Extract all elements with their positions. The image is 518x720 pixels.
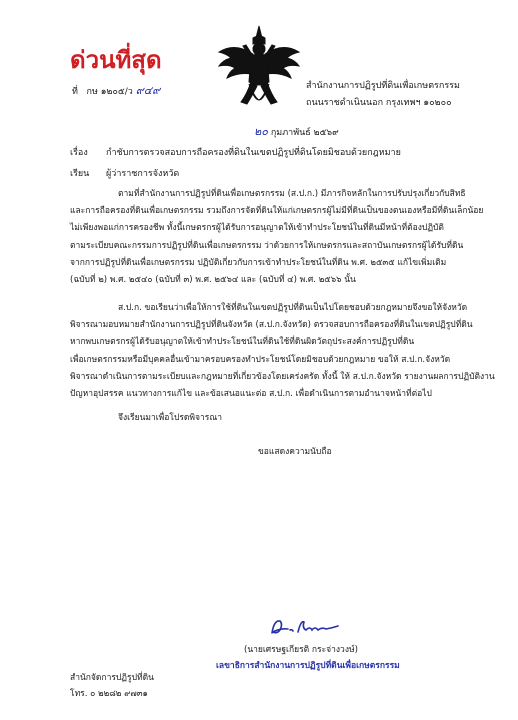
paragraph-line: เพื่อเกษตรกรรมหรือมีบุคคลอื่นเข้ามาครอบครองทำประโยชน์โดยมิชอบด้วยกฎหมาย ขอให้ ส.ป.ก.จังหวัด <box>70 354 451 365</box>
doc-number-prefix: ที่ <box>72 87 78 97</box>
paragraph-line: จากการปฏิรูปที่ดินเพื่อเกษตรกรรม ปฏิบัติเกี่ยวกับการเข้าทำประโยชน์ในที่ดิน พ.ศ. ๒๕๓๕ แก้ไขเพิ่มเติม <box>70 257 447 268</box>
closing-request: จึงเรียนมาเพื่อโปรดพิจารณา <box>118 413 223 423</box>
signer-title: เลขาธิการสำนักงานการปฏิรูปที่ดินเพื่อเกษตรกรรม <box>216 661 400 671</box>
subject-text: กำชับการตรวจสอบการถือครองที่ดินในเขตปฏิรูปที่ดินโดยมิชอบด้วยกฎหมาย <box>106 148 401 158</box>
recipient-text: ผู้ว่าราชการจังหวัด <box>106 169 180 179</box>
footer-department: สำนักจัดการปฏิรูปที่ดิน <box>70 673 154 683</box>
signer-name: (นายเศรษฐเกียรติ กระจ่างวงษ์) <box>244 645 358 655</box>
paragraph-line: ส.ป.ก. ขอเรียนว่าเพื่อให้การใช้ที่ดินในเขตปฏิรูปที่ดินเป็นไปโดยชอบด้วยกฎหมายจึงขอให้จังหวัด <box>118 303 468 313</box>
paragraph-line: หากพบเกษตรกรผู้ได้รับอนุญาตให้เข้าทำประโยชน์ในที่ดินใช้ที่ดินผิดวัตถุประสงค์การปฏิรูปที่ดิน <box>70 337 415 348</box>
letter-date <box>254 126 339 139</box>
sender-address-line-1: สำนักงานการปฏิรูปที่ดินเพื่อเกษตรกรรม <box>306 81 460 91</box>
garuda-emblem-icon <box>213 24 305 116</box>
paragraph-line: ปัญหาอุปสรรค แนวทางการแก้ไข และข้อเสนอแนะต่อ ส.ป.ก. เพื่อดำเนินการตามอำนาจหน้าที่ต่อไป <box>70 389 432 400</box>
paragraph-line: ตามระเบียบคณะกรรมการปฏิรูปที่ดินเพื่อเกษตรกรรม ว่าด้วยการให้เกษตรกรและสถาบันเกษตรกรผู้ได้รับที่ดิน <box>70 240 464 251</box>
sender-address-line-2: ถนนราชดำเนินนอก กรุงเทพฯ ๑๐๒๐๐ <box>306 98 452 108</box>
handwritten-signature <box>268 616 340 638</box>
paragraph-line: ตามที่สำนักงานการปฏิรูปที่ดินเพื่อเกษตรกรรม (ส.ป.ก.) มีภารกิจหลักในการปรับปรุงเกี่ยวกับสิทธิ <box>118 189 466 199</box>
urgency-stamp: ด่วนที่สุด <box>70 46 162 74</box>
body-paragraph-1 <box>70 186 484 289</box>
date-day-handwritten: ๒๐ <box>254 125 268 138</box>
doc-number-handwritten: ๙๔๙ <box>135 84 161 97</box>
body-paragraph-2 <box>70 300 495 403</box>
complimentary-close: ขอแสดงความนับถือ <box>258 447 332 457</box>
recipient-label: เรียน <box>70 169 90 179</box>
footer-phone: โทร. ๐ ๒๒๘๒ ๙๗๓๑ <box>70 689 148 699</box>
paragraph-line: (ฉบับที่ ๒) พ.ศ. ๒๕๔๐ (ฉบับที่ ๓) พ.ศ. ๒๕๖๔ และ (ฉบับที่ ๔) พ.ศ. ๒๕๖๖ นั้น <box>70 275 356 286</box>
paragraph-line: และการถือครองที่ดินเพื่อเกษตรกรรม รวมถึงการจัดที่ดินให้แก่เกษตรกรผู้ไม่มีที่ดินเป็นของตนเองหรือมีที่ดินเล็กน้อย <box>70 206 484 217</box>
paragraph-line: พิจารณามอบหมายสำนักงานการปฏิรูปที่ดินจังหวัด (ส.ป.ก.จังหวัด) ตรวจสอบการถือครองที่ดินในเขตปฏิรูปที่ดิน <box>70 320 473 331</box>
subject-label: เรื่อง <box>70 148 88 158</box>
paragraph-line: พิจารณาดำเนินการตามระเบียบและกฎหมายที่เกี่ยวข้องโดยเคร่งครัด ทั้งนี้ ให้ ส.ป.ก.จังหวัด รายงานผลการปฏิบัติงาน <box>70 371 495 382</box>
doc-number-value: กษ ๑๒๐๕/ว <box>86 87 133 97</box>
paragraph-line: ไม่เพียงพอแก่การครองชีพ ทั้งนี้เกษตรกรผู้ได้รับการอนุญาตให้เข้าทำประโยชน์ในที่ดินมีหน้าที่ต้องปฏิบัติ <box>70 223 444 234</box>
date-month-year: กุมภาพันธ์ ๒๕๖๙ <box>270 128 339 138</box>
doc-number <box>72 85 160 98</box>
